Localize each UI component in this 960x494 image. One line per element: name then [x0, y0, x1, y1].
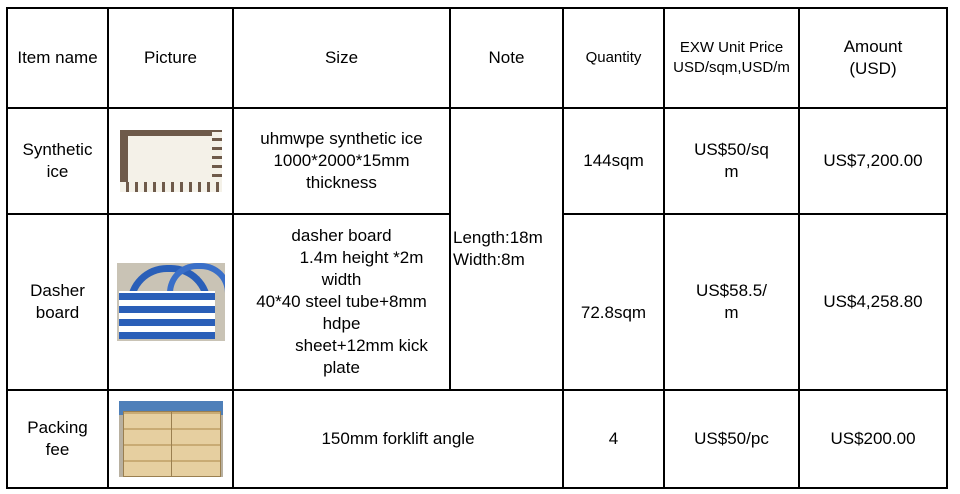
header-amount-line2: (USD) [849, 59, 897, 78]
size-line: width [321, 270, 362, 289]
note-line1: Length:18m [453, 228, 543, 247]
header-unit-price-line1: EXW Unit Price [679, 39, 784, 56]
item-name-line1: Dasher [30, 281, 85, 300]
picture-cell [108, 390, 233, 488]
price-line2: m [724, 162, 739, 181]
item-name-line1: Packing [27, 418, 88, 437]
header-amount-line1: Amount [843, 37, 903, 56]
header-amount [799, 8, 947, 108]
quantity-cell: 144sqm [563, 108, 664, 214]
size-line: uhmwpe synthetic ice [260, 129, 423, 148]
quotation-table [6, 7, 948, 489]
size-line: 1.4m height *2m [299, 248, 424, 267]
size-line: sheet+12mm kick [295, 336, 428, 355]
note-line2: Width:8m [453, 250, 525, 269]
header-unit-price-line2: USD/sqm,USD/m [673, 59, 790, 76]
packing-crates-image [119, 401, 223, 477]
size-line: 40*40 steel tube+8mm [256, 292, 427, 311]
item-name-cell [7, 214, 108, 390]
size-line: thickness [306, 173, 377, 192]
item-name-line2: board [35, 303, 80, 322]
amount-cell: US$200.00 [799, 390, 947, 488]
amount-cell: US$4,258.80 [799, 214, 947, 390]
header-note: Note [450, 8, 563, 108]
picture-cell [108, 108, 233, 214]
price-line1: US$50/sq [694, 140, 769, 159]
price-line2: m [724, 303, 739, 322]
header-item-name: Item name [7, 8, 108, 108]
amount-cell: US$7,200.00 [799, 108, 947, 214]
header-unit-price [664, 8, 799, 108]
header-quantity: Quantity [563, 8, 664, 108]
picture-cell [108, 214, 233, 390]
unit-price-cell [664, 214, 799, 390]
synthetic-ice-image [120, 130, 222, 192]
size-line: plate [323, 358, 360, 377]
size-cell [233, 108, 450, 214]
quantity-cell: 4 [563, 390, 664, 488]
size-line: 150mm forklift angle [321, 429, 475, 448]
size-cell [233, 390, 563, 488]
unit-price-cell [664, 108, 799, 214]
item-name-line2: ice [46, 162, 69, 181]
size-cell [233, 214, 450, 390]
header-size: Size [233, 8, 450, 108]
size-line: dasher board [291, 226, 392, 245]
size-line: 1000*2000*15mm [273, 151, 410, 170]
header-row [7, 8, 947, 108]
unit-price-cell: US$50/pc [664, 390, 799, 488]
table-row [7, 390, 947, 488]
item-name-cell [7, 390, 108, 488]
dasher-board-image [117, 263, 225, 341]
header-picture: Picture [108, 8, 233, 108]
item-name-line2: fee [45, 440, 70, 459]
quantity-cell: 72.8sqm [563, 214, 664, 390]
table-row [7, 108, 947, 214]
item-name-cell [7, 108, 108, 214]
price-line1: US$58.5/ [696, 281, 767, 300]
note-cell [450, 108, 563, 390]
item-name-line1: Synthetic [22, 140, 93, 159]
size-line: hdpe [322, 314, 361, 333]
